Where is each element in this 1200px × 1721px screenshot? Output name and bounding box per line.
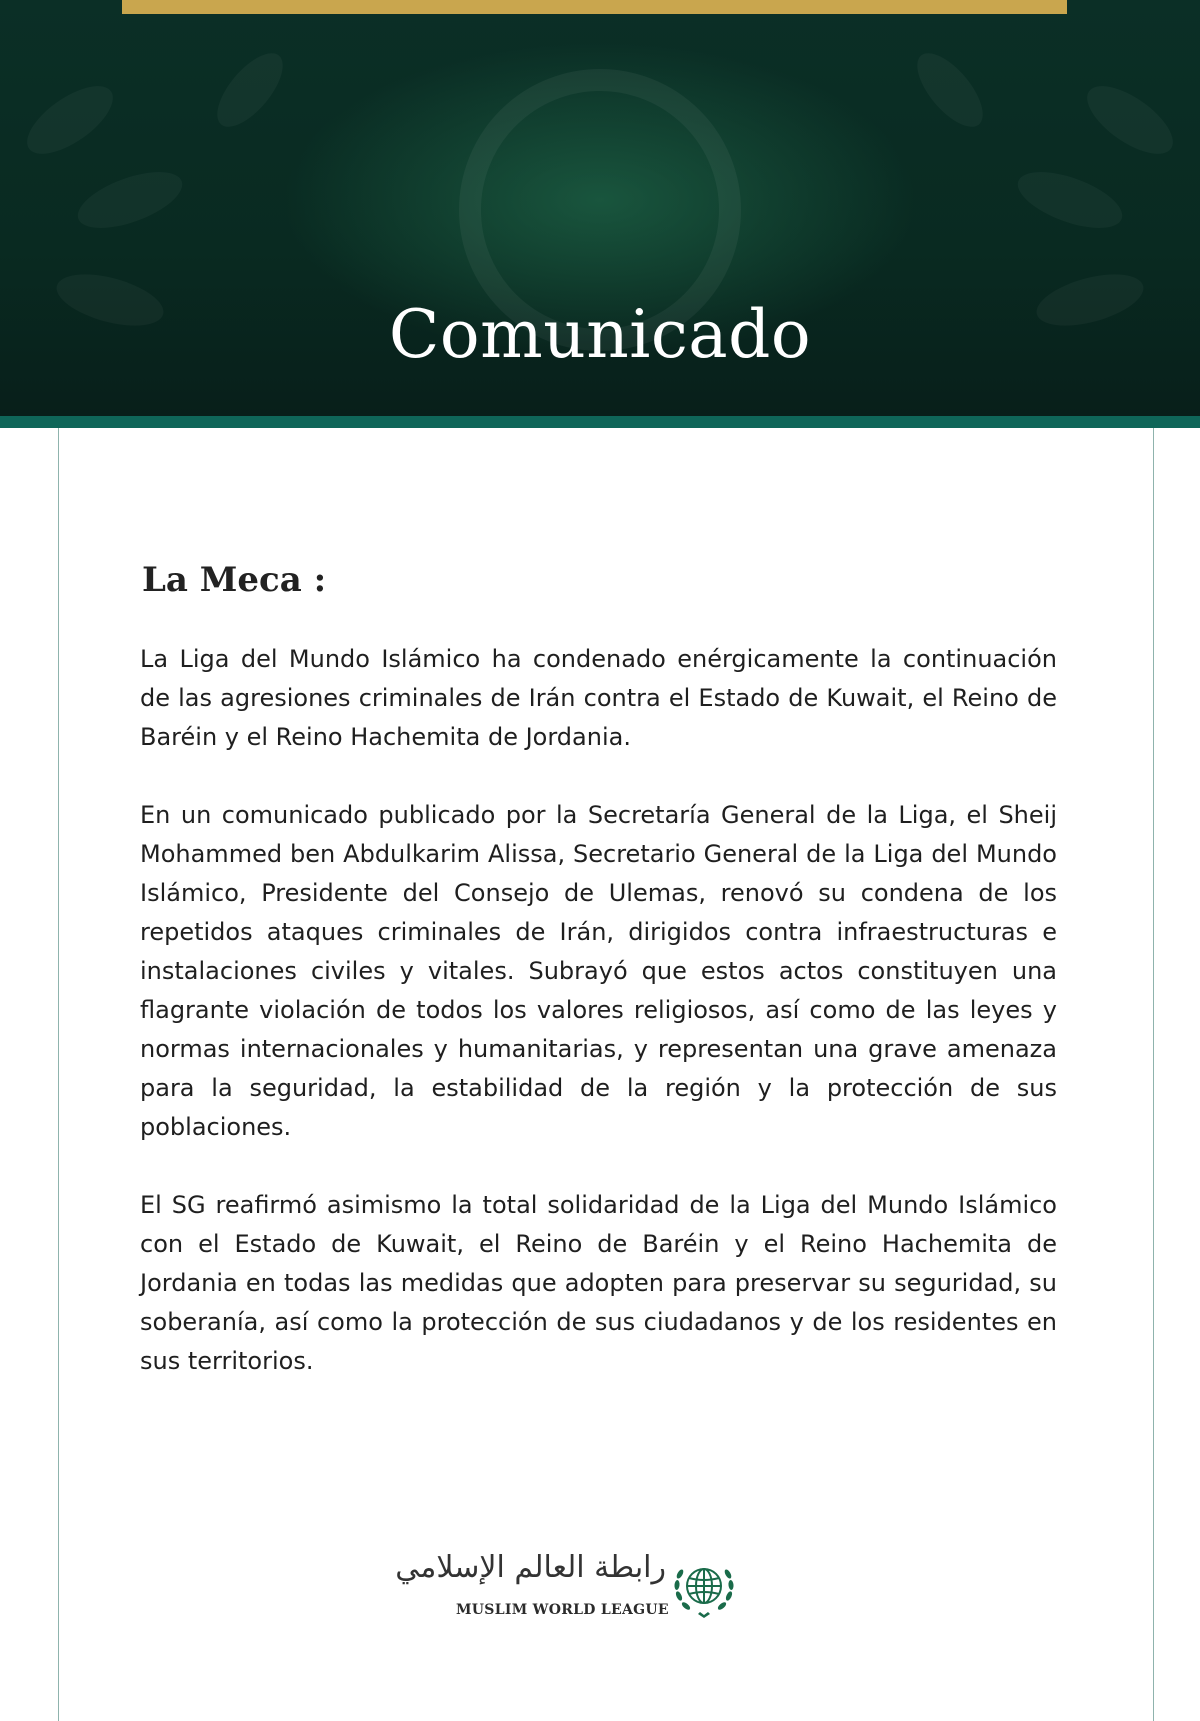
dateline-place: La Meca : bbox=[142, 560, 327, 600]
muslim-world-league-logo bbox=[395, 1550, 746, 1630]
logo-arabic-text: رابطة العالم الإسلامي bbox=[395, 1550, 666, 1585]
teal-divider-band bbox=[0, 416, 1200, 428]
paragraph-3: El SG reafirmó asimismo la total solidaridad de la Liga del Mundo Islámico con el Estado de Kuwait, el Reino de Baréin y el Reino Hachemita de Jordania en todas las medidas que adopten para preservar su seguridad, su soberanía, así como la protección de sus ciudadanos y de los residentes en sus territorios. bbox=[140, 1191, 1057, 1375]
logo-english-text: MUSLIM WORLD LEAGUE bbox=[456, 1602, 669, 1618]
right-frame-line bbox=[1153, 428, 1154, 1721]
left-frame-line bbox=[58, 428, 59, 1721]
header-banner bbox=[0, 0, 1200, 416]
document-body bbox=[140, 560, 1057, 1420]
gold-accent-bar bbox=[122, 0, 1067, 14]
paragraph-1: La Liga del Mundo Islámico ha condenado enérgicamente la continuación de las agresiones criminales de Irán contra el Estado de Kuwait, el Reino de Baréin y el Reino Hachemita de Jordania. bbox=[140, 645, 1057, 751]
paragraph-2: En un comunicado publicado por la Secretaría General de la Liga, el Sheij Mohammed ben Abdulkarim Alissa, Secretario General de la Liga del Mundo Islámico, Presidente del Consejo de Ulemas, renovó su condena de los repetidos ataques criminales de Irán, dirigidos contra infraestructuras e instalaciones civiles y vitales. Subrayó que estos actos constituyen una flagrante violación de todos los valores religiosos, así como de las leyes y normas internacionales y humanitarias, y representan una grave amenaza para la seguridad, la estabilidad de la región y la protección de sus poblaciones. bbox=[140, 801, 1057, 1141]
page-title: Comunicado bbox=[388, 296, 812, 373]
globe-wreath-icon bbox=[668, 1552, 740, 1624]
